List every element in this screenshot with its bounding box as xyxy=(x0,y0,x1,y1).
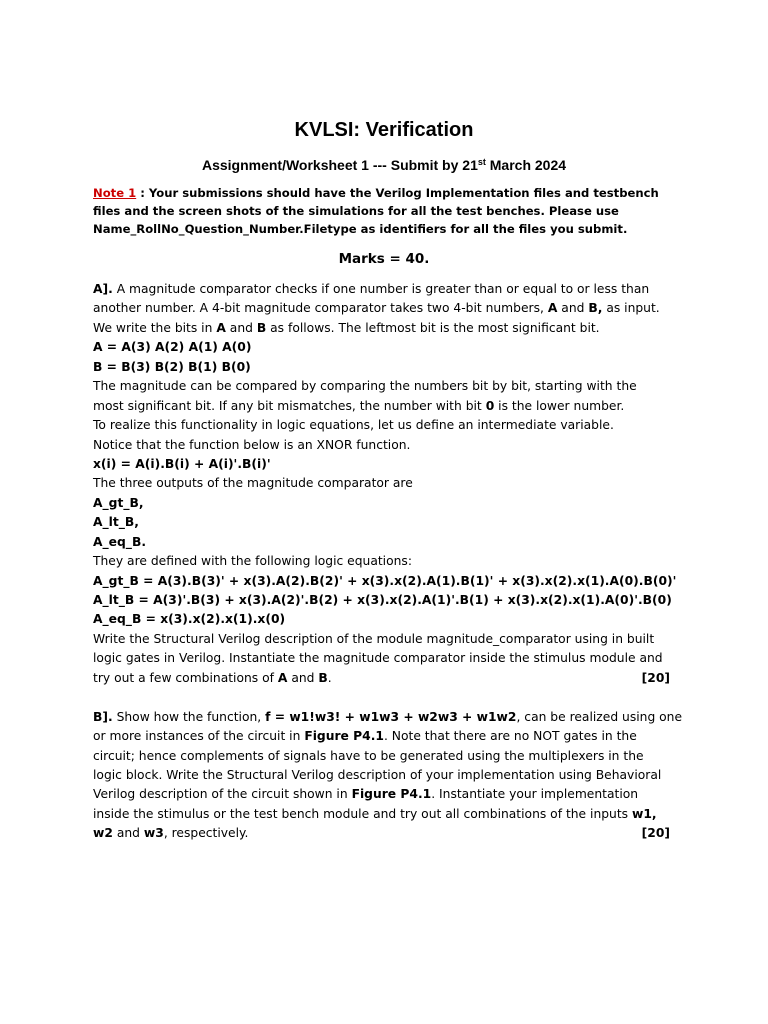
part-b-text: . Instantiate your implementation xyxy=(431,787,639,802)
input-w2: w2 xyxy=(93,826,113,841)
part-b-text: , can be realized using one xyxy=(516,709,683,724)
part-a-text: and xyxy=(561,301,585,316)
output-eq: A_eq_B. xyxy=(93,534,147,549)
part-a-line-21 xyxy=(93,669,683,688)
part-b-line-1 xyxy=(93,708,683,727)
part-a-text: most significant bit. If any bit mismatches, the number with bit xyxy=(93,398,482,413)
part-a-text: and xyxy=(291,670,315,685)
var-a: A xyxy=(277,670,288,685)
part-a-text: We write the bits in xyxy=(93,320,213,335)
note-text: : Your submissions should have the Verilog Implementation files and testbench files and the screen shots of the simulations for all the test benches. Please use Name_RollNo_Question_Number.Filetype as identifiers for all the files you submit. xyxy=(93,186,659,236)
var-b: B, xyxy=(588,301,603,316)
part-b-label: B]. xyxy=(93,709,113,724)
part-a-text: A magnitude comparator checks if one number is greater than or equal to or less than xyxy=(112,282,650,296)
part-a-line-11: The three outputs of the magnitude comparator are xyxy=(93,476,413,491)
part-b-text: Verilog description of the circuit shown in xyxy=(93,787,348,802)
subtitle-ordinal: st xyxy=(477,157,486,167)
part-a-text: another number. A 4-bit magnitude comparator takes two 4-bit numbers, xyxy=(93,301,544,316)
part-a-line-9: Notice that the function below is an XNOR function. xyxy=(93,437,411,452)
part-a-line-2 xyxy=(93,299,683,318)
output-gt: A_gt_B, xyxy=(93,495,144,510)
equation-xnor: x(i) = A(i).B(i) + A(i)'.B(i)' xyxy=(93,456,271,471)
var-b: B xyxy=(318,670,328,685)
subtitle-text: Assignment/Worksheet 1 --- Submit by 21 xyxy=(201,157,478,173)
part-b-text: inside the stimulus or the test bench module and try out all combinations of the inputs xyxy=(93,806,629,821)
output-lt: A_lt_B, xyxy=(93,515,139,530)
input-w1: w1, xyxy=(632,806,657,821)
part-b-text: . Note that there are no NOT gates in the xyxy=(383,729,637,744)
figure-reference: Figure P4.1 xyxy=(351,787,432,802)
part-a-text: is the lower number. xyxy=(498,398,625,413)
section-spacer xyxy=(93,688,683,707)
submission-note xyxy=(93,185,683,238)
part-a-line-7 xyxy=(93,397,683,416)
var-a: A xyxy=(547,301,558,316)
equation-gt: A_gt_B = A(3).B(3)' + x(3).A(2).B(2)' + x(3).x(2).A(1).B(1)' + x(3).x(2).x(1).A(0).B(0)' xyxy=(93,573,677,588)
part-b-line-3: circuit; hence complements of signals have to be generated using the multiplexers in the xyxy=(93,748,644,763)
part-a-line-15: They are defined with the following logic equations: xyxy=(93,554,412,569)
part-b-text: and xyxy=(116,826,140,841)
equation-eq: A_eq_B = x(3).x(2).x(1).x(0) xyxy=(93,612,286,627)
part-a-text: and xyxy=(229,320,253,335)
part-a-text: try out a few combinations of xyxy=(93,670,274,685)
part-b-line-5 xyxy=(93,785,683,804)
part-a-line-19: Write the Structural Verilog description of the module magnitude_comparator using in built xyxy=(93,631,655,646)
part-a-score: [20] xyxy=(641,670,670,685)
part-a-line-20: logic gates in Verilog. Instantiate the magnitude comparator inside the stimulus module and xyxy=(93,651,663,666)
part-a-line-6: The magnitude can be compared by comparing the numbers bit by bit, starting with the xyxy=(93,379,637,394)
document-title: KVLSI: Verification xyxy=(294,119,474,141)
question-body xyxy=(93,280,683,844)
part-b-line-4: logic block. Write the Structural Verilog description of your implementation using Behavioral xyxy=(93,767,662,782)
part-b-text: , respectively. xyxy=(163,826,249,841)
part-a-line-1 xyxy=(93,280,683,299)
subtitle-date: March 2024 xyxy=(485,157,567,173)
figure-reference: Figure P4.1 xyxy=(304,729,384,744)
part-a-text: as input. xyxy=(606,301,660,316)
equation-b-bits: B = B(3) B(2) B(1) B(0) xyxy=(93,359,251,374)
var-b: B xyxy=(256,320,267,335)
part-b-line-6 xyxy=(93,805,683,824)
part-b-score: [20] xyxy=(641,826,670,841)
part-a-line-3 xyxy=(93,319,683,338)
part-b-line-7 xyxy=(93,824,683,843)
part-b-text: or more instances of the circuit in xyxy=(93,729,301,744)
part-b-line-2 xyxy=(93,727,683,746)
total-marks: Marks = 40. xyxy=(338,251,430,267)
part-b-text: Show how the function, xyxy=(112,709,262,724)
var-a: A xyxy=(216,320,226,335)
equation-a-bits: A = A(3) A(2) A(1) A(0) xyxy=(93,340,252,355)
part-a-text: as follows. The leftmost bit is the most significant bit. xyxy=(270,320,600,335)
input-w3: w3 xyxy=(143,826,164,841)
function-expression: f = w1!w3! + w1w3 + w2w3 + w1w2 xyxy=(265,709,517,724)
equation-lt: A_lt_B = A(3)'.B(3) + x(3).A(2)'.B(2) + x(3).x(2).A(1)'.B(1) + x(3).x(2).x(1).A(0)'.B(0) xyxy=(93,593,672,607)
assignment-subtitle xyxy=(0,156,768,174)
part-a-label: A]. xyxy=(93,282,113,296)
part-a-text: . xyxy=(327,670,332,685)
note-label: Note 1 xyxy=(93,186,137,200)
part-a-line-8: To realize this functionality in logic equations, let us define an intermediate variable. xyxy=(93,418,614,433)
bit-zero: 0 xyxy=(485,398,495,413)
